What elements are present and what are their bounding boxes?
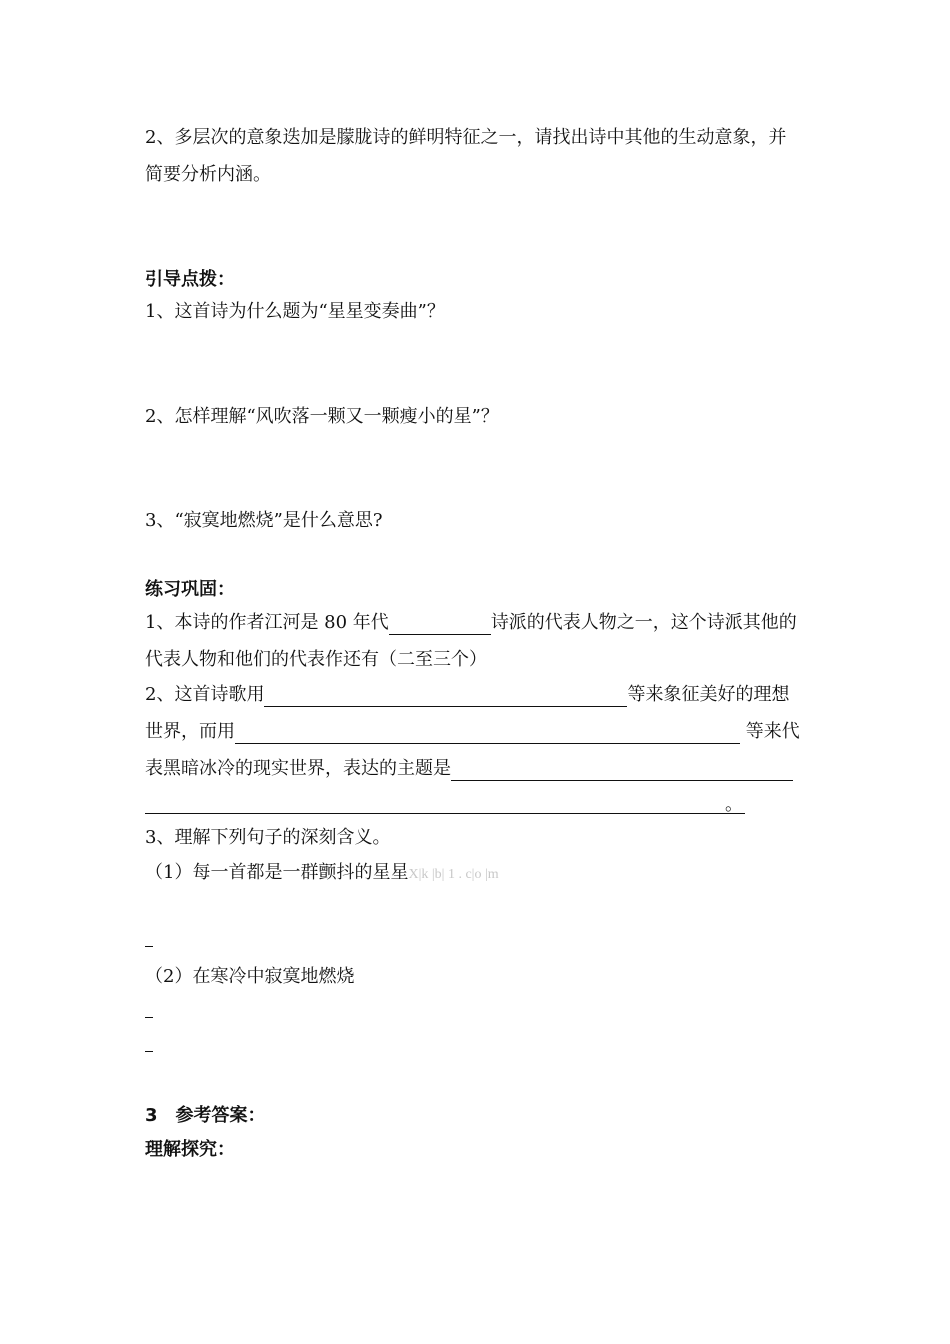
- practice-q2-line2-pre: 世界，而用: [145, 721, 235, 742]
- practice-q1-pre: 1、本诗的作者江河是 80 年代: [145, 612, 389, 633]
- practice-q1-line2: 代表人物和他们的代表作还有（二至三个）: [145, 649, 487, 670]
- guide-q2: 2、怎样理解“风吹落一颗又一颗瘦小的星”？: [145, 406, 499, 427]
- answer-dash[interactable]: [145, 946, 153, 947]
- practice-q2-line1: [145, 683, 789, 707]
- practice-q2-pre: 2、这首诗歌用: [145, 684, 265, 705]
- practice-q2-line2: [145, 720, 800, 744]
- answers-subheading: 理解探究：: [145, 1139, 235, 1160]
- guide-q1: 1、这首诗为什么题为“星星变奏曲”？: [145, 301, 445, 322]
- practice-q3-1: [145, 861, 499, 887]
- period-text: 。: [725, 794, 743, 815]
- answer-blank[interactable]: [264, 686, 627, 707]
- practice-q3-1-text: （1）每一首都是一群颤抖的星星: [145, 862, 409, 883]
- answer-blank[interactable]: [235, 723, 740, 744]
- practice-q2-line4: [145, 790, 745, 814]
- practice-q1-post: 诗派的代表人物之一，这个诗派其他的: [490, 612, 797, 633]
- answer-blank[interactable]: [389, 614, 491, 635]
- practice-q2-line3-pre: 表黑暗冰冷的现实世界，表达的主题是: [145, 758, 451, 779]
- practice-q2-line2-post: 等来代: [740, 721, 800, 742]
- intro-q2-line2: 简要分析内涵。: [145, 164, 271, 185]
- practice-q3-2: （2）在寒冷中寂寞地燃烧: [145, 966, 355, 987]
- guide-q3: 3、“寂寞地燃烧”是什么意思?: [145, 510, 383, 531]
- practice-q2-line3: [145, 757, 793, 781]
- watermark-text: X|k |b| 1 . c|o |m: [408, 867, 499, 882]
- answer-blank[interactable]: [451, 760, 793, 781]
- practice-q2-post: 等来象征美好的理想: [627, 684, 790, 705]
- guide-heading: 引导点拨：: [145, 269, 235, 290]
- practice-q3: 3、理解下列句子的深刻含义。: [145, 827, 391, 848]
- answers-heading: 3 参考答案：: [145, 1105, 266, 1126]
- practice-heading: 练习巩固：: [145, 579, 235, 600]
- intro-q2-line1: 2、多层次的意象迭加是朦胧诗的鲜明特征之一，请找出诗中其他的生动意象，并: [145, 127, 787, 148]
- period-mark: [725, 793, 745, 814]
- answer-dash[interactable]: [145, 1051, 153, 1052]
- answer-dash[interactable]: [145, 1017, 153, 1018]
- answer-blank[interactable]: [145, 793, 725, 814]
- practice-q1-line1: [145, 611, 797, 635]
